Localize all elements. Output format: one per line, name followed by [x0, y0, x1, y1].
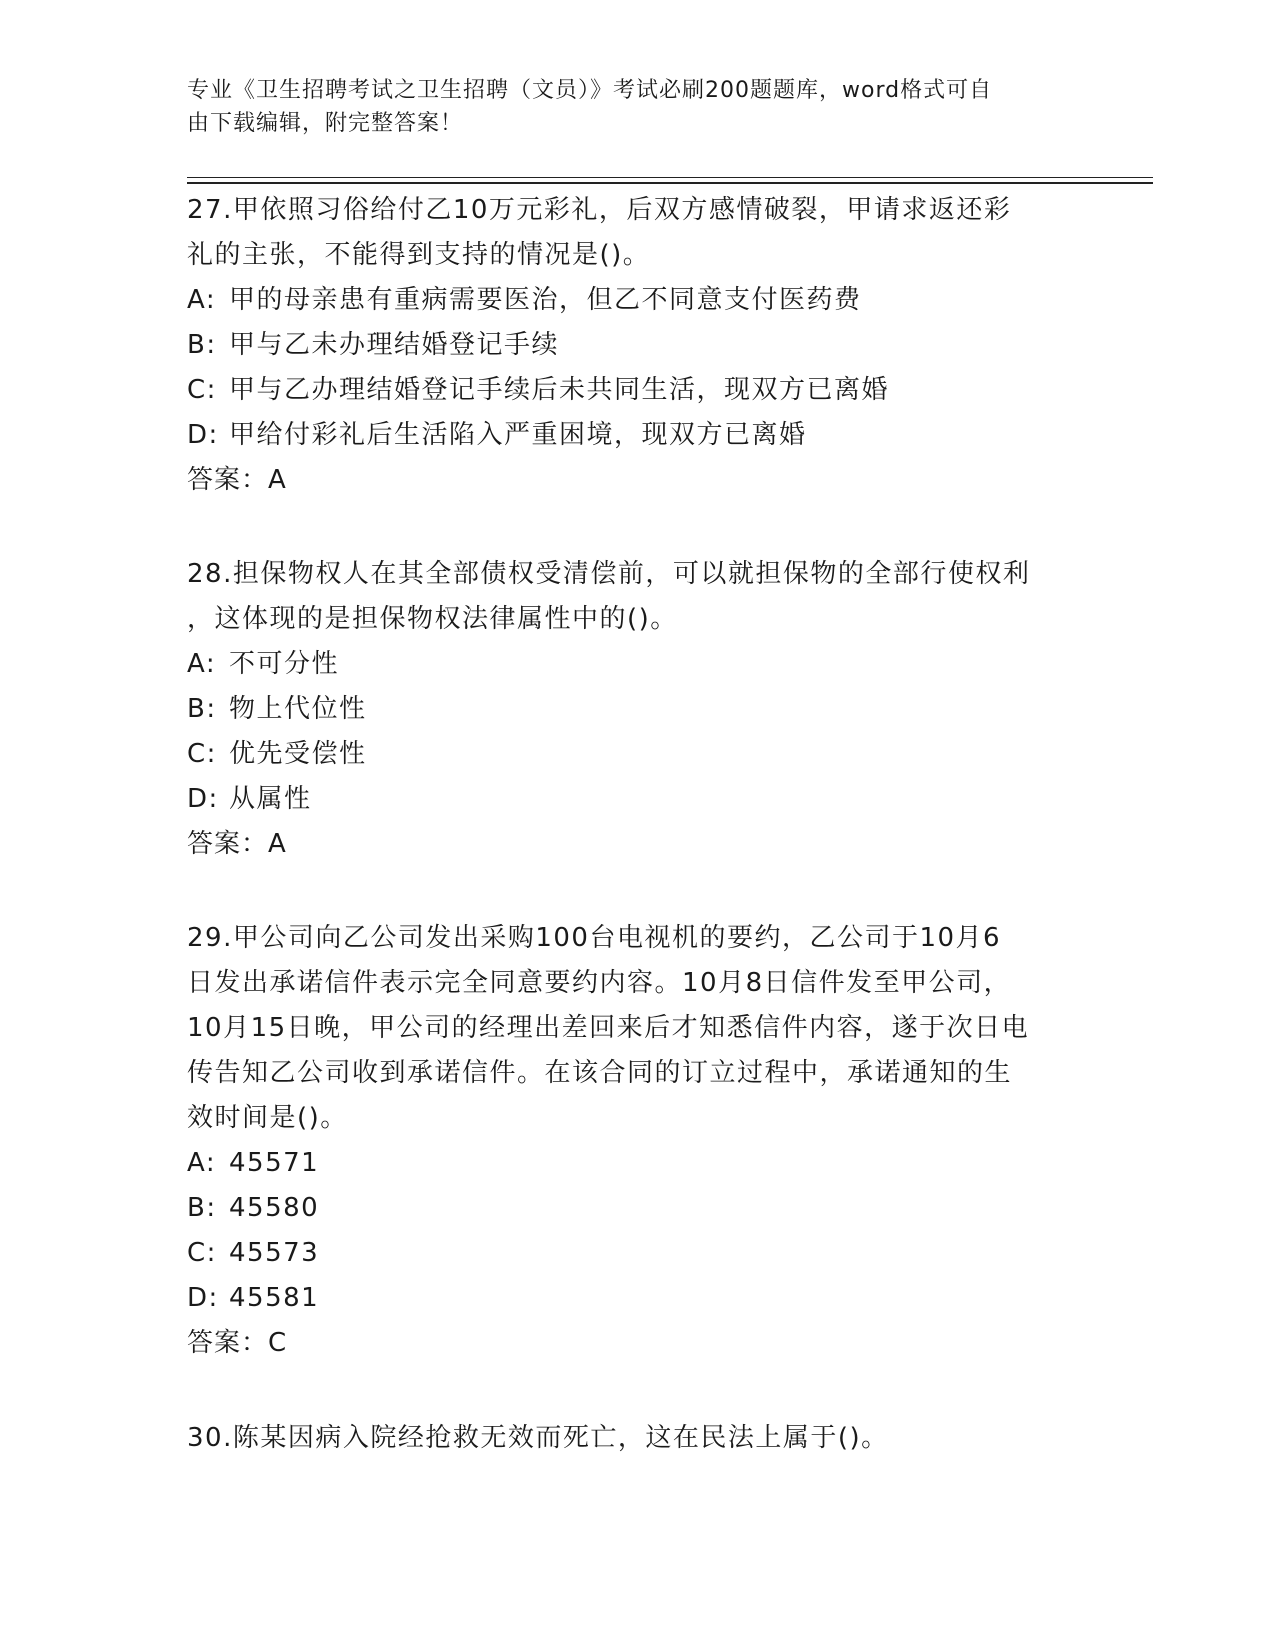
header-line-2: 由下载编辑，附完整答案！ — [187, 111, 464, 136]
question-line: 效时间是()。 — [187, 1103, 348, 1133]
question-line: 27.甲依照习俗给付乙10万元彩礼，后双方感情破裂，甲请求返还彩 — [187, 195, 1012, 225]
option-c — [187, 368, 1087, 413]
answer: 答案：C — [187, 1328, 288, 1358]
answer: 答案：A — [187, 465, 287, 495]
header-line-1: 专业《卫生招聘考试之卫生招聘（文员）》考试必刷200题题库，word格式可自 — [187, 78, 993, 103]
option-text: 优先受偿性 — [229, 739, 367, 769]
option-d — [187, 413, 1087, 458]
option-text: 45580 — [229, 1193, 320, 1223]
question-text — [187, 916, 1087, 1141]
option-d — [187, 777, 1087, 822]
option-label: D: — [187, 420, 219, 450]
question-text — [187, 552, 1087, 642]
question-27 — [187, 188, 1087, 503]
option-label: A: — [187, 649, 217, 679]
question-line: 日发出承诺信件表示完全同意要约内容。10月8日信件发至甲公司， — [187, 968, 1012, 998]
option-d — [187, 1276, 1087, 1321]
option-text: 从属性 — [229, 784, 312, 814]
question-line: 29.甲公司向乙公司发出采购100台电视机的要约，乙公司于10月6 — [187, 923, 1002, 953]
option-label: C: — [187, 375, 217, 405]
question-text — [187, 188, 1087, 278]
option-a — [187, 1141, 1087, 1186]
option-text: 甲与乙办理结婚登记手续后未共同生活，现双方已离婚 — [229, 375, 890, 405]
option-text: 甲的母亲患有重病需要医治，但乙不同意支付医药费 — [229, 285, 862, 315]
option-text: 45571 — [229, 1148, 320, 1178]
option-text: 45581 — [229, 1283, 320, 1313]
document-header — [187, 74, 1067, 140]
option-text: 甲给付彩礼后生活陷入严重困境，现双方已离婚 — [229, 420, 807, 450]
option-b — [187, 1186, 1087, 1231]
option-label: B: — [187, 694, 217, 724]
option-label: C: — [187, 1238, 217, 1268]
question-line: 礼的主张，不能得到支持的情况是()。 — [187, 240, 651, 270]
question-29 — [187, 916, 1087, 1366]
option-label: B: — [187, 1193, 217, 1223]
option-label: D: — [187, 1283, 219, 1313]
option-text: 甲与乙未办理结婚登记手续 — [229, 330, 560, 360]
answer: 答案：A — [187, 829, 287, 859]
option-c — [187, 1231, 1087, 1276]
question-line: ，这体现的是担保物权法律属性中的()。 — [187, 604, 678, 634]
option-a — [187, 278, 1087, 323]
question-text — [187, 1416, 1087, 1461]
option-label: B: — [187, 330, 217, 360]
question-line: 10月15日晚，甲公司的经理出差回来后才知悉信件内容，遂于次日电 — [187, 1013, 1030, 1043]
question-28 — [187, 552, 1087, 867]
option-text: 45573 — [229, 1238, 320, 1268]
option-text: 不可分性 — [229, 649, 340, 679]
option-label: A: — [187, 1148, 217, 1178]
question-line: 传告知乙公司收到承诺信件。在该合同的订立过程中，承诺通知的生 — [187, 1058, 1013, 1088]
question-line: 30.陈某因病入院经抢救无效而死亡，这在民法上属于()。 — [187, 1423, 889, 1453]
header-divider-thin — [187, 177, 1153, 178]
option-text: 物上代位性 — [229, 694, 367, 724]
option-b — [187, 323, 1087, 368]
option-label: D: — [187, 784, 219, 814]
question-line: 28.担保物权人在其全部债权受清偿前，可以就担保物的全部行使权利 — [187, 559, 1031, 589]
option-c — [187, 732, 1087, 777]
header-divider-thick — [187, 182, 1153, 184]
question-30 — [187, 1416, 1087, 1461]
option-b — [187, 687, 1087, 732]
option-a — [187, 642, 1087, 687]
option-label: C: — [187, 739, 217, 769]
option-label: A: — [187, 285, 217, 315]
